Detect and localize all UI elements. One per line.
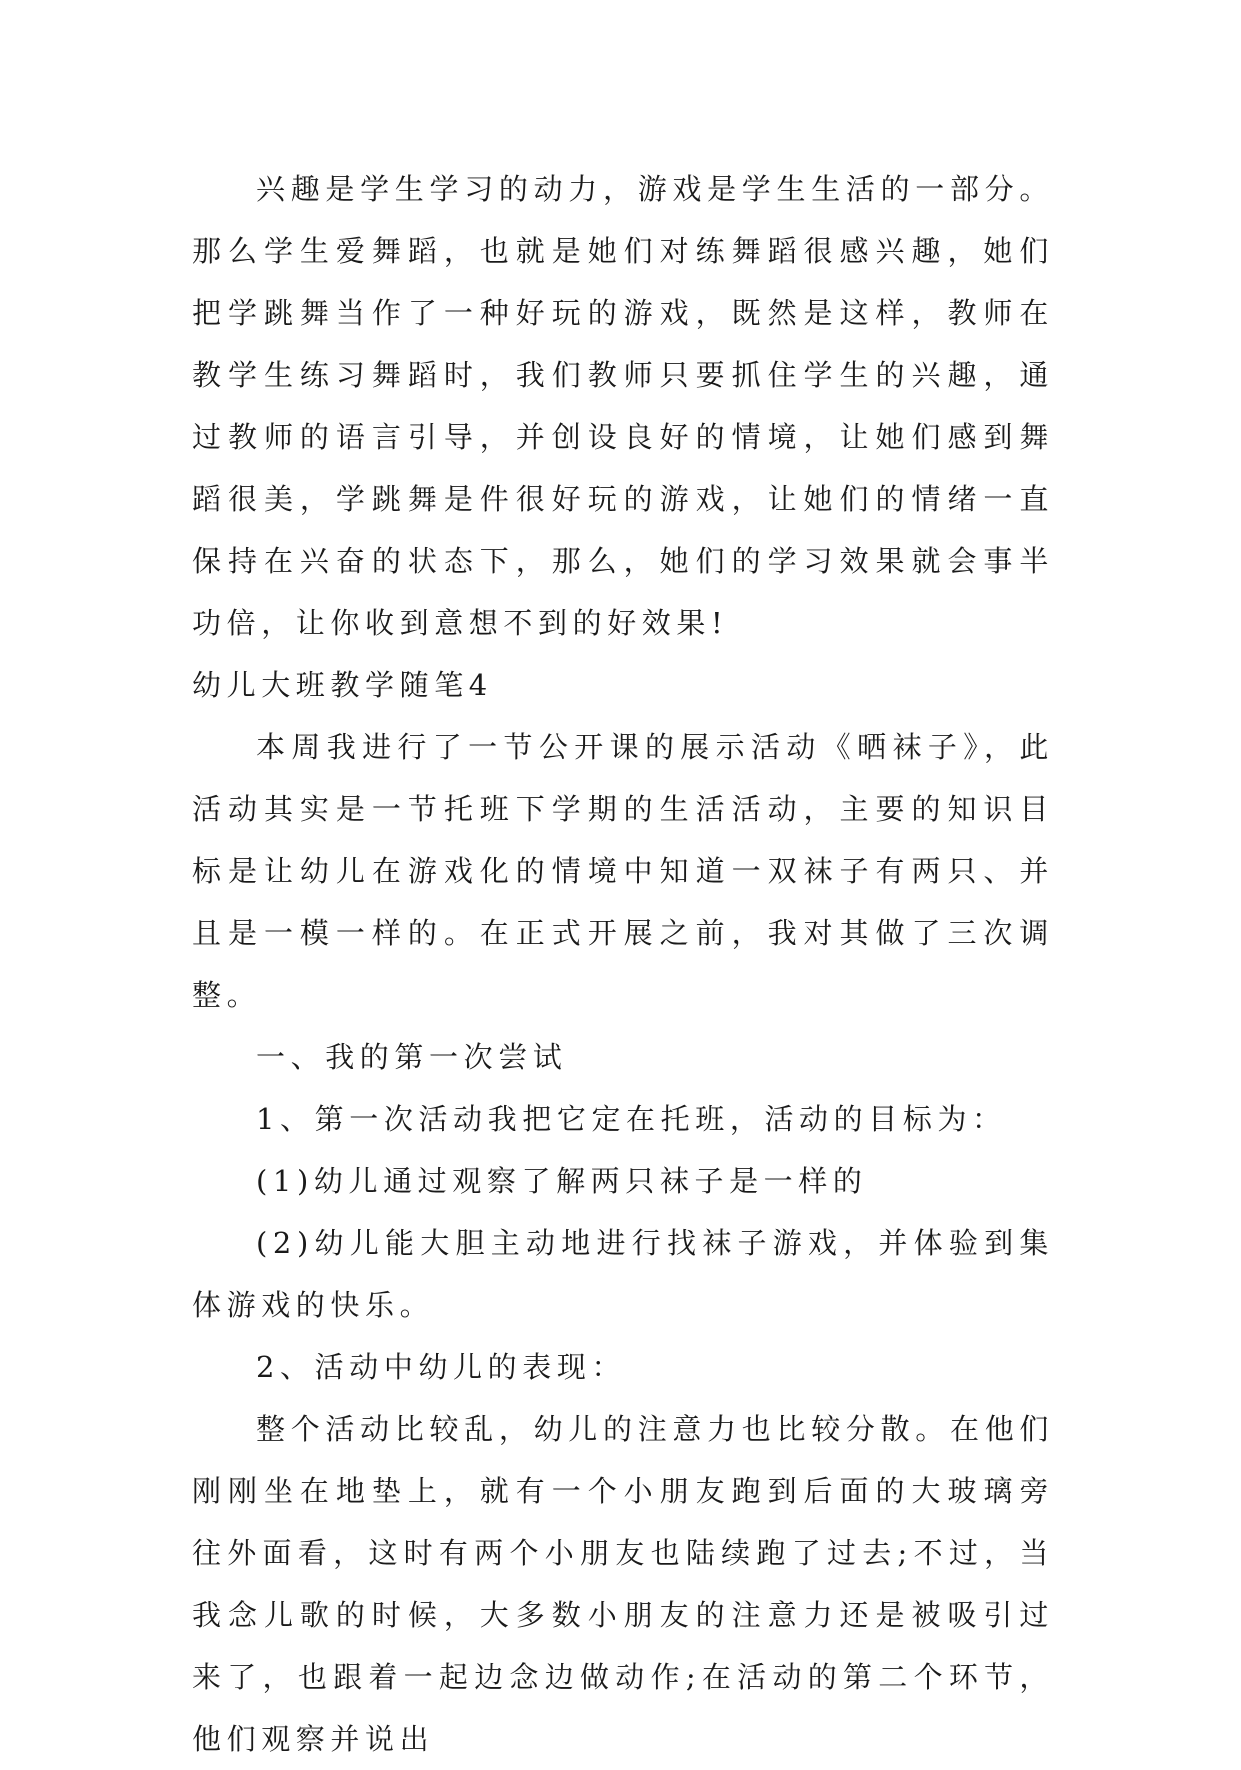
paragraph-interest: 兴趣是学生学习的动力，游戏是学生生活的一部分。那么学生爱舞蹈，也就是她们对练舞蹈很感兴趣，她们把学跳舞当作了一种好玩的游戏，既然是这样，教师在教学生练习舞蹈时，我们教师只要抓住学生的兴趣，通过教师的语言引导，并创设良好的情境，让她们感到舞蹈很美，学跳舞是件很好玩的游戏，让她们的情绪一直保持在兴奋的状态下，那么，她们的学习效果就会事半功倍，让你收到意想不到的好效果! <box>192 172 1054 640</box>
list-item-goal-2: (2)幼儿能大胆主动地进行找袜子游戏，并体验到集体游戏的快乐。 <box>192 1226 1054 1322</box>
document-page <box>192 158 1054 1770</box>
section-heading: 幼儿大班教学随笔4 <box>192 668 493 702</box>
subheading-first-attempt: 一、我的第一次尝试 <box>256 1040 568 1074</box>
paragraph-observation: 整个活动比较乱，幼儿的注意力也比较分散。在他们刚刚坐在地垫上，就有一个小朋友跑到后面的大玻璃旁往外面看，这时有两个小朋友也陆续跑了过去;不过，当我念儿歌的时候，大多数小朋友的注意力还是被吸引过来了，也跟着一起边念边做动作;在活动的第二个环节，他们观察并说出 <box>192 1412 1054 1756</box>
list-item-goal-1: (1)幼儿通过观察了解两只袜子是一样的 <box>256 1164 868 1198</box>
list-item-goal: 1、第一次活动我把它定在托班，活动的目标为： <box>256 1102 1007 1136</box>
paragraph-intro: 本周我进行了一节公开课的展示活动《晒袜子》，此活动其实是一节托班下学期的生活活动，主要的知识目标是让幼儿在游戏化的情境中知道一双袜子有两只、并且是一模一样的。在正式开展之前，我对其做了三次调整。 <box>192 730 1054 1012</box>
list-item-performance: 2、活动中幼儿的表现： <box>256 1350 627 1384</box>
